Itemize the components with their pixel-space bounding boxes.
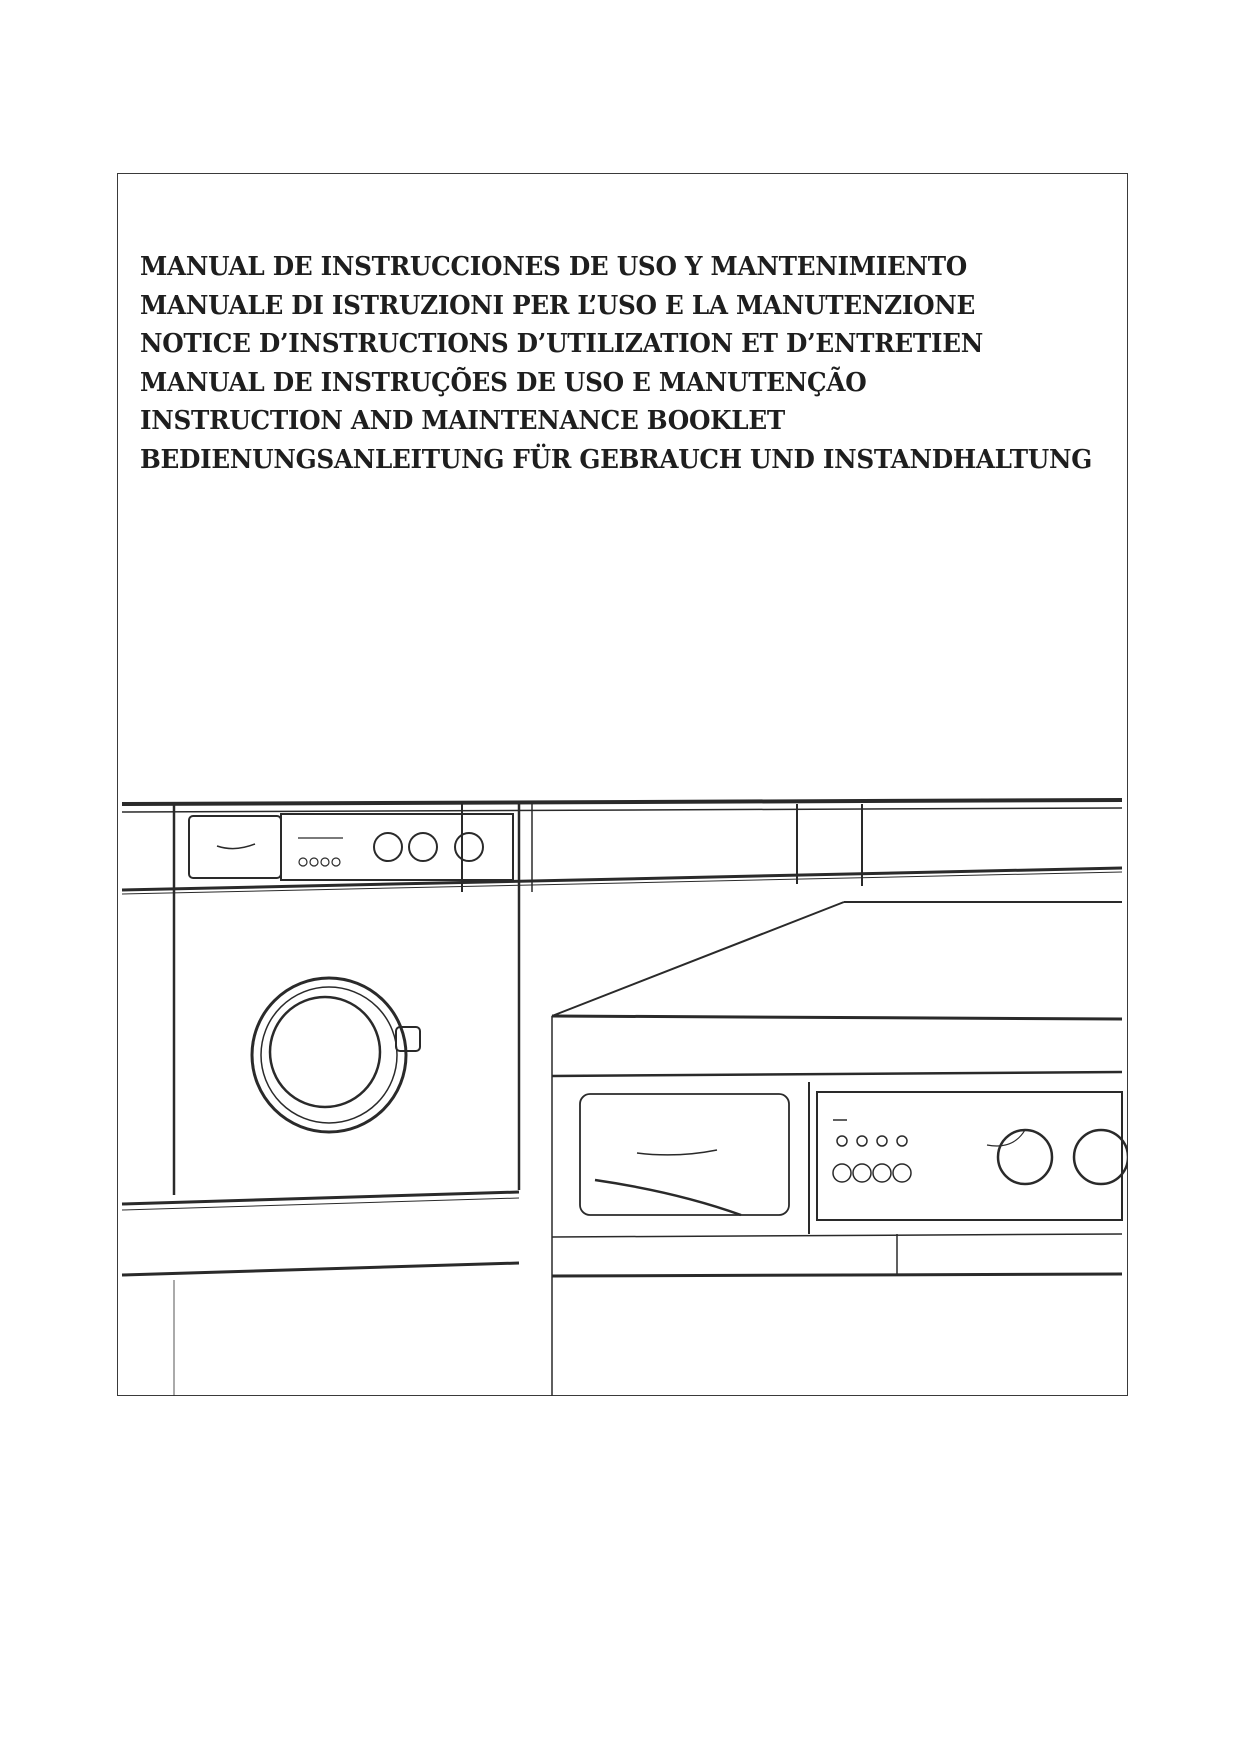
- title-french: NOTICE D’INSTRUCTIONS D’UTILIZATION ET D’ENTRETIEN: [140, 328, 984, 360]
- counter-lines: [122, 800, 1122, 894]
- title-portuguese: MANUAL DE INSTRUÇÕES DE USO E MANUTENÇÃO: [140, 366, 867, 398]
- back-machine-panel: [189, 814, 513, 880]
- front-machine: [552, 902, 1128, 1396]
- cover-titles: [140, 248, 1093, 480]
- washing-machine-illustration: [117, 790, 1128, 1396]
- title-spanish: MANUAL DE INSTRUCCIONES DE USO Y MANTENIMIENTO: [140, 251, 967, 282]
- title-italian: MANUALE DI ISTRUZIONI PER L’USO E LA MANUTENZIONE: [140, 289, 976, 321]
- title-english: INSTRUCTION AND MAINTENANCE BOOKLET: [140, 405, 785, 437]
- back-machine-door: [252, 978, 420, 1132]
- title-german: BEDIENUNGSANLEITUNG FÜR GEBRAUCH UND INSTANDHALTUNG: [140, 443, 1093, 475]
